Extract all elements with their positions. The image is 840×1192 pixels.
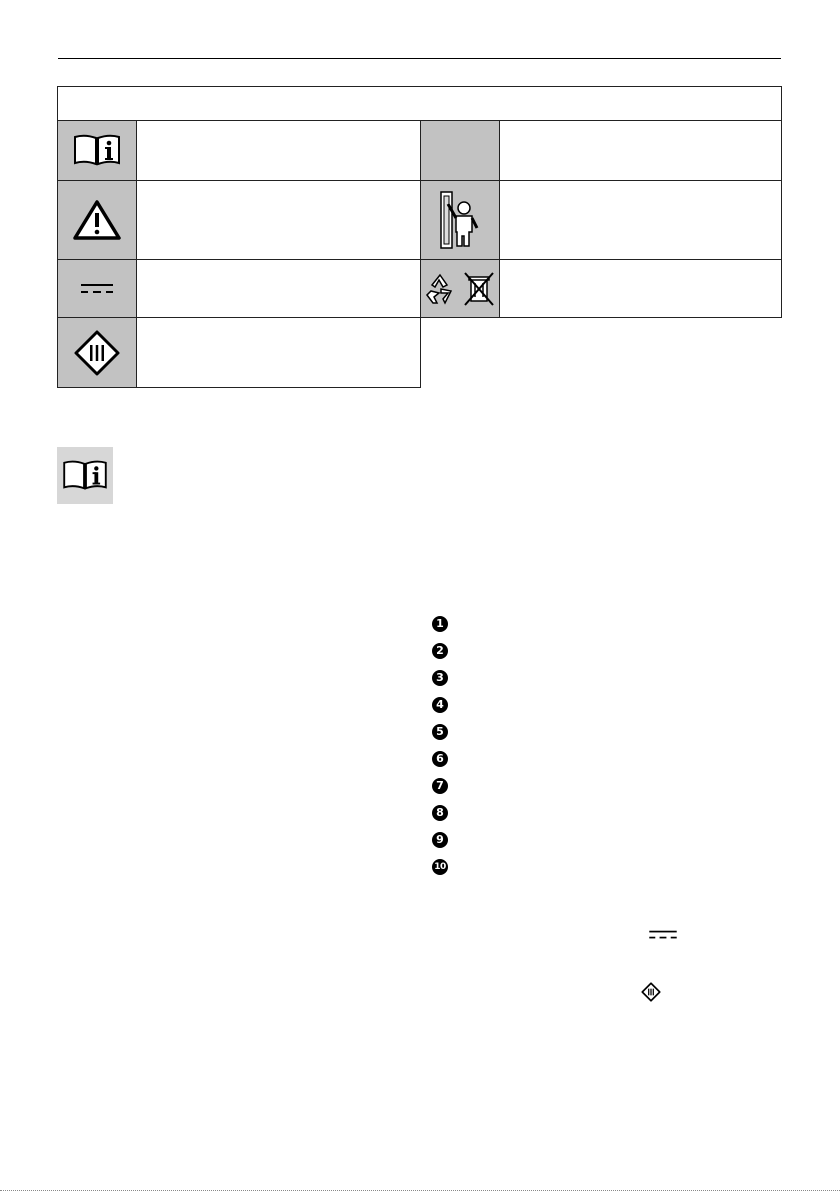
warning-icon-cell (57, 180, 137, 260)
list-item (432, 724, 732, 741)
read-manual-description (136, 120, 421, 181)
recycling-icon-cell (420, 259, 500, 318)
list-item (432, 805, 732, 822)
read-manual-icon-cell (57, 120, 137, 181)
protection-class-iii-icon (73, 329, 121, 377)
direct-current-icon-cell (57, 259, 137, 318)
callout-number: 5 (432, 724, 448, 740)
protection-class-iii-icon (641, 982, 661, 1002)
blank-icon-cell (420, 120, 500, 181)
child-safety-icon-cell (420, 180, 500, 260)
list-item (432, 832, 732, 849)
read-manual-icon (73, 133, 121, 169)
read-manual-icon (62, 459, 108, 493)
header-rule (58, 58, 781, 59)
list-item (432, 778, 732, 795)
callout-number: 10 (432, 859, 448, 875)
list-item (432, 616, 732, 633)
manual-note-icon-box (57, 447, 113, 504)
callout-number: 6 (432, 751, 448, 767)
blank-description (499, 120, 782, 181)
child-safety-icon (438, 188, 482, 252)
callout-number: 2 (432, 643, 448, 659)
callout-number: 9 (432, 832, 448, 848)
list-item (432, 859, 732, 876)
list-item (432, 697, 732, 714)
list-item (432, 643, 732, 660)
child-safety-description (499, 180, 782, 260)
direct-current-icon (648, 929, 678, 941)
callout-number: 1 (432, 616, 448, 632)
direct-current-icon (80, 282, 114, 296)
recycling-description (499, 259, 782, 318)
list-item (432, 751, 732, 768)
protection-class-description (136, 317, 421, 388)
callout-number: 8 (432, 805, 448, 821)
callout-number: 3 (432, 670, 448, 686)
direct-current-description (136, 259, 421, 318)
protection-class-icon-cell (57, 317, 137, 388)
list-item (432, 670, 732, 687)
callout-number: 7 (432, 778, 448, 794)
warning-description (136, 180, 421, 260)
symbol-table-header (57, 86, 782, 121)
page-edge-rule (0, 1190, 840, 1191)
warning-triangle-icon (73, 199, 121, 241)
recycling-weee-icon (423, 271, 497, 307)
callout-number: 4 (432, 697, 448, 713)
